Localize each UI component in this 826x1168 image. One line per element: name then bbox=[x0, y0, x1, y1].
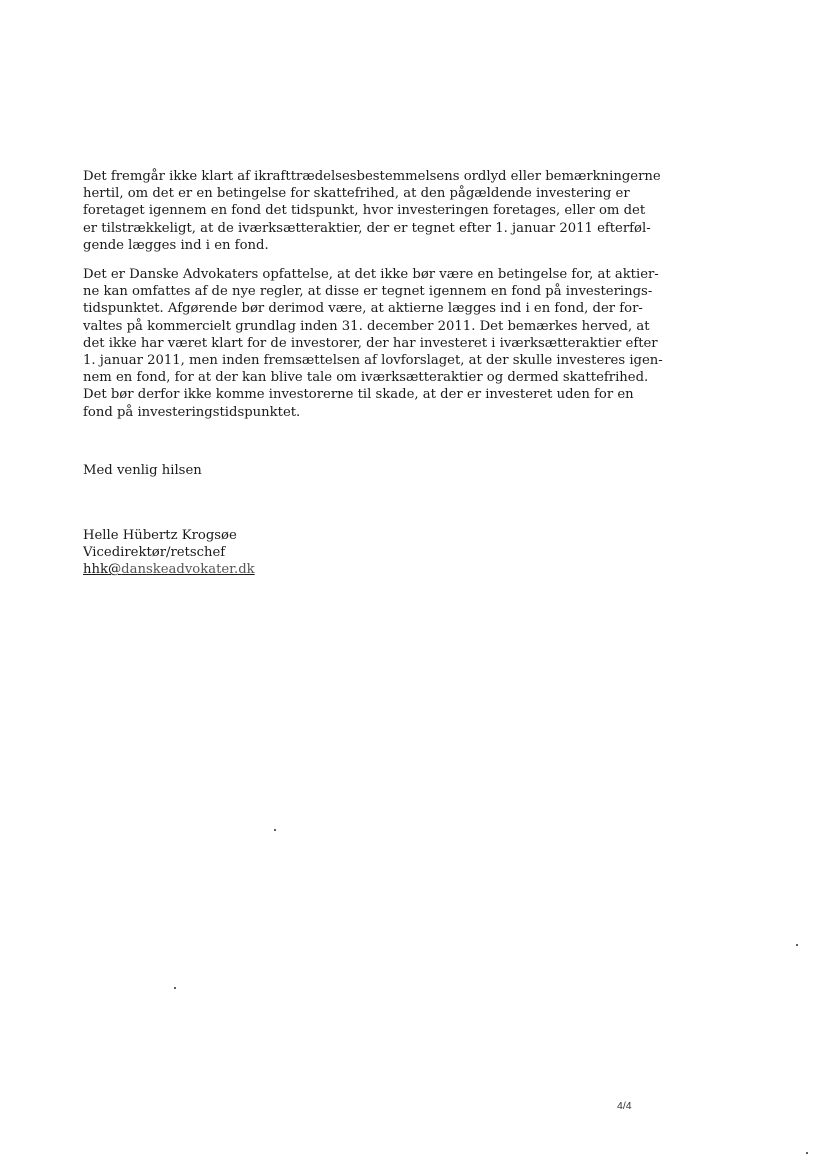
text-line: det ikke har været klart for de investorer, der har investeret i iværksætteraktier efter bbox=[83, 335, 658, 351]
closing-salutation bbox=[83, 462, 628, 479]
closing-text: Med venlig hilsen bbox=[83, 463, 202, 478]
text-line: gende lægges ind i en fond. bbox=[83, 237, 269, 253]
text-line: tidspunktet. Afgørende bør derimod være, at aktierne lægges ind i en fond, der for- bbox=[83, 301, 643, 317]
text-line: nem en fond, for at der kan blive tale om iværksætteraktier og dermed skattefrihed. bbox=[83, 370, 649, 386]
text-line: Det fremgår ikke klart af ikrafttrædelsesbestemmelsens ordlyd eller bemærkningerne bbox=[83, 169, 661, 184]
scan-speck bbox=[806, 1152, 808, 1154]
scan-speck bbox=[274, 829, 276, 831]
text-line: hertil, om det er en betingelse for skattefrihed, at den pågældende investering er bbox=[83, 186, 630, 202]
signer-email-link[interactable] bbox=[83, 561, 628, 578]
text-line: fond på investeringstidspunktet. bbox=[83, 404, 301, 420]
text-line: foretaget igennem en fond det tidspunkt, hvor investeringen foretages, eller om det bbox=[83, 203, 646, 219]
scan-speck bbox=[174, 987, 176, 989]
text-line: Det er Danske Advokaters opfattelse, at det ikke bør være en betingelse for, at aktier- bbox=[83, 267, 659, 282]
email-user: hhk@ bbox=[83, 562, 122, 578]
text-line: valtes på kommercielt grundlag inden 31. december 2011. Det bemærkes herved, at bbox=[83, 318, 650, 334]
signature-block bbox=[83, 527, 628, 579]
text-line: Det bør derfor ikke komme investorerne til skade, at der er investeret uden for en bbox=[83, 387, 634, 403]
signer-name: Helle Hübertz Krogsøe bbox=[83, 528, 237, 543]
text-line: 1. januar 2011, men inden fremsættelsen af lovforslaget, at der skulle investeres igen- bbox=[83, 352, 663, 368]
paragraph-opinion bbox=[83, 266, 663, 421]
paragraph-fund-timing bbox=[83, 168, 661, 254]
signer-title: Vicedirektør/retschef bbox=[83, 545, 226, 561]
scan-speck bbox=[796, 944, 798, 946]
email-domain: danskeadvokater.dk bbox=[121, 562, 255, 578]
text-line: er tilstrækkeligt, at de iværksætteraktier, der er tegnet efter 1. januar 2011 efterføl- bbox=[83, 220, 651, 236]
text-line: ne kan omfattes af de nye regler, at disse er tegnet igennem en fond på investerings- bbox=[83, 284, 653, 300]
page-number: 4/4 bbox=[617, 1100, 632, 1112]
